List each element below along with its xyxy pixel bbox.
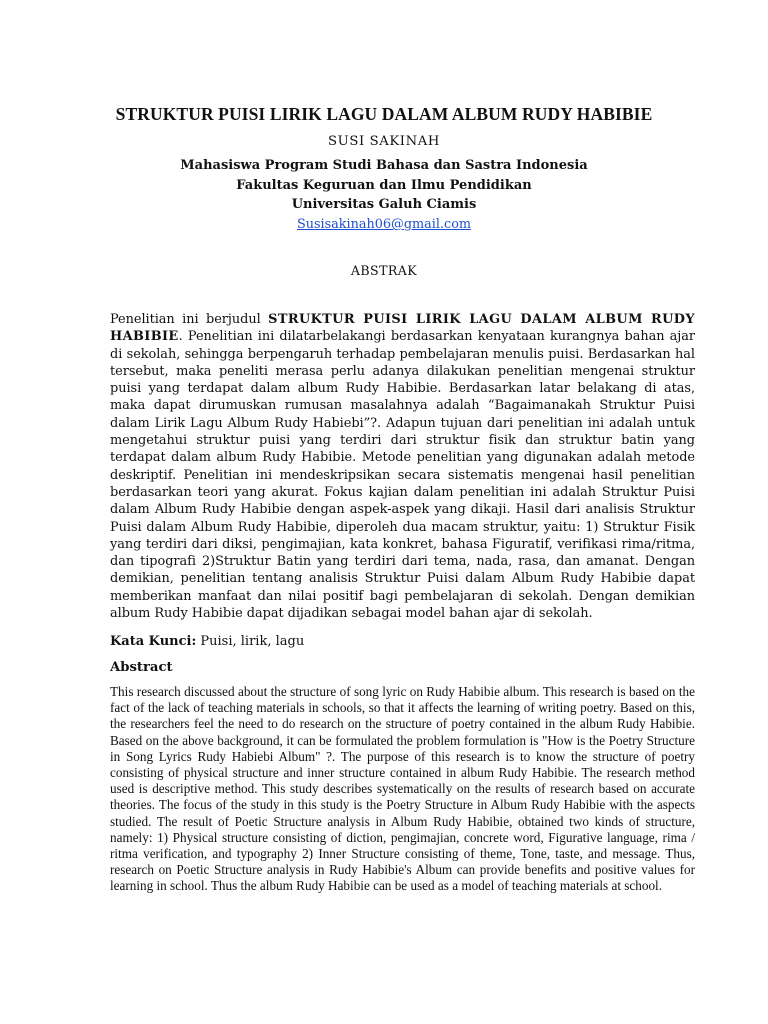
- abstrak-lead: Penelitian ini berjudul: [110, 312, 269, 327]
- abstrak-heading: ABSTRAK: [350, 263, 418, 278]
- keywords-values: Puisi, lirik, lagu: [196, 634, 305, 649]
- abstrak-paragraph: [110, 311, 695, 622]
- keywords-line: [110, 633, 695, 651]
- author-name: SUSI SAKINAH: [328, 134, 440, 149]
- abstract-paragraph: This research discussed about the structure of song lyric on Rudy Habibie album. This research is based on the fact of the lack of teaching materials in schools, so that it affects the learning of writing poetry. Based on this, the researchers feel the need to do research on the structure of poetry contained in the album Rudy Habibie. Based on the above background, it can be formulated the problem formulation is "How is the Poetry Structure in Song Lyrics Rudy Habiebi Album" ?. The purpose of this research is to know the structure of poetry consisting of physical structure and inner structure contained in album Rudy Habibie. The research method used is descriptive method. This study describes systematically on the results of research based on accurate theories. The focus of the study in this study is the Poetry Structure in Album Rudy Habibie with the aspects studied. The result of Poetic Structure analysis in Album Rudy Habibie, obtained two kinds of structure, namely: 1) Physical structure consisting of diction, pengimajian, concrete word, Figurative language, rima / ritma verification, and typography 2) Inner Structure consisting of theme, Tone, taste, and message. Thus, research on Poetic Structure analysis in Rudy Habibie's Album can provide benefits and positive values for learning in school. Thus the album Rudy Habibie can be used as a model of teaching materials at school.: [110, 684, 695, 894]
- author-email: [0, 216, 768, 234]
- affiliation-university: Universitas Galuh Ciamis: [291, 197, 477, 212]
- abstrak-lead-title: STRUKTUR PUISI LIRIK LAGU DALAM ALBUM RUDY HABIBIE: [110, 312, 695, 345]
- abstrak-body-text: . Penelitian ini dilatarbelakangi berdasarkan kenyataan kurangnya bahan ajar di sekolah, sehingga berpengaruh terhadap pembelajaran menulis puisi. Berdasarkan hal tersebut, maka peneliti merasa perlu adanya dilakukan penelitian mengenai struktur puisi yang terdapat dalam album Rudy Habibie. Berdasarkan latar belakang di atas, maka dapat dirumuskan rumusan masalahnya adalah “Bagaimanakah Struktur Puisi dalam Lirik Lagu Album Rudy Habiebi”?. Adapun tujuan dari penelitian ini adalah untuk mengetahui struktur puisi yang terdiri dari struktur fisik dan struktur batin yang terdapat dalam album Rudy Habibie. Metode penelitian yang digunakan adalah metode deskriptif. Penelitian ini mendeskripsikan secara sistematis mengenai hasil penelitian berdasarkan teori yang akurat. Fokus kajian dalam penelitian ini adalah Struktur Puisi dalam Album Rudy Habibie dengan aspek-aspek yang dikaji. Hasil dari analisis Struktur Puisi dalam Album Rudy Habibie, diperoleh dua macam struktur, yaitu: 1) Struktur Fisik yang terdiri dari diksi, pengimajian, kata konkret, bahasa Figuratif, verifikasi rima/ritma, dan tipografi 2)Struktur Batin yang terdiri dari tema, nada, rasa, dan amanat. Dengan demikian, penelitian tentang analisis Struktur Puisi dalam Album Rudy Habibie dapat memberikan manfaat dan nilai positif bagi pembelajaran di sekolah. Dengan demikian album Rudy Habibie dapat dijadikan sebagai model bahan ajar di sekolah.: [110, 329, 695, 622]
- paper-title: STRUKTUR PUISI LIRIK LAGU DALAM ALBUM RUDY HABIBIE: [115, 104, 653, 124]
- affiliation-program: Mahasiswa Program Studi Bahasa dan Sastra Indonesia: [180, 158, 588, 173]
- abstract-heading: Abstract: [110, 660, 173, 675]
- keywords-label: Kata Kunci:: [110, 634, 197, 649]
- email-link[interactable]: Susisakinah06@gmail.com: [296, 217, 472, 232]
- affiliation-faculty: Fakultas Keguruan dan Ilmu Pendidikan: [236, 178, 532, 193]
